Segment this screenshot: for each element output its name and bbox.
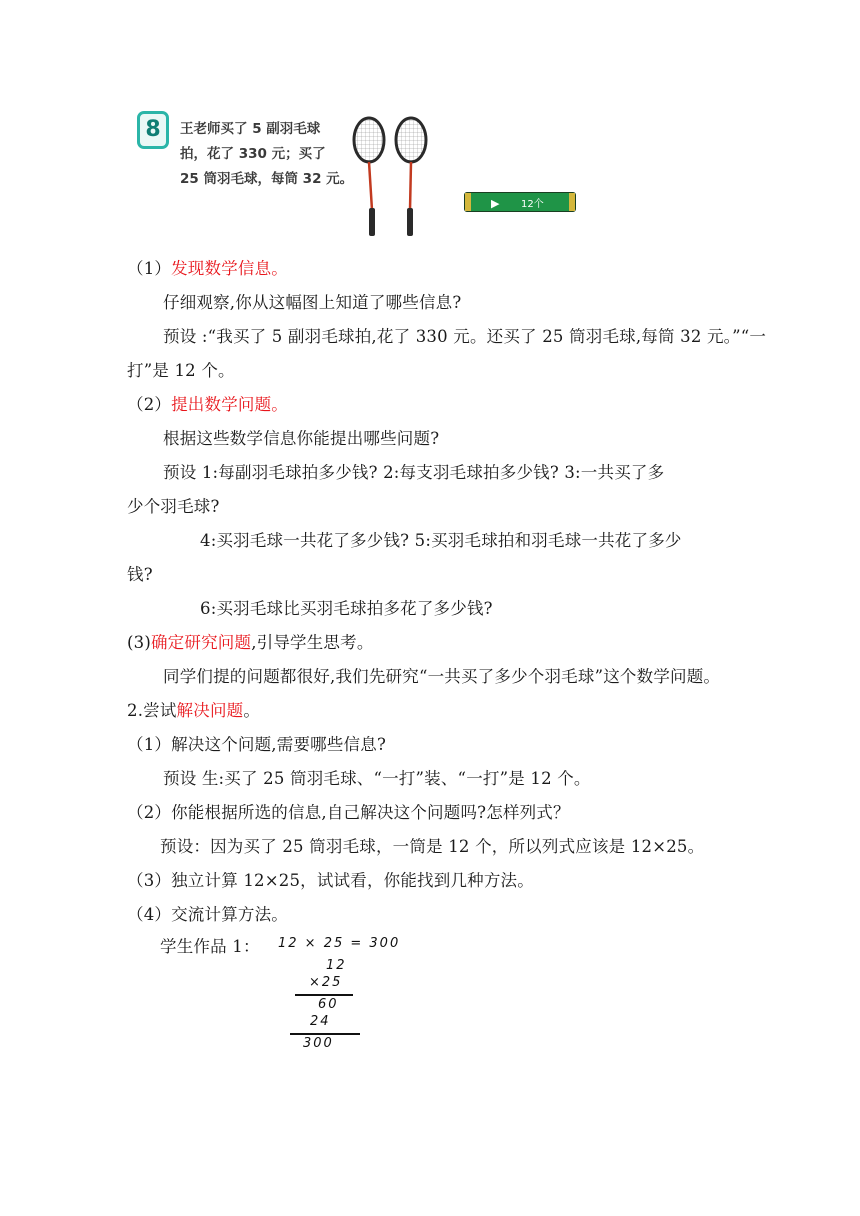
preset-question-6: 6:买羽毛球比买羽毛球拍多花了多少钱? bbox=[200, 599, 493, 618]
student-work-label: 学生作品 1： bbox=[160, 937, 260, 956]
section-2-prefix: 2.尝试 bbox=[127, 701, 177, 720]
step-2-title: 提出数学问题。 bbox=[171, 395, 289, 414]
step-1-prefix: （1） bbox=[127, 259, 172, 278]
solve-step-2-preset: 预设：因为买了 25 筒羽毛球，一筒是 12 个，所以列式应该是 12×25。 bbox=[160, 837, 705, 856]
step-2-heading bbox=[127, 394, 288, 416]
step-3-suffix: ,引导学生思考。 bbox=[251, 633, 374, 652]
tube-label: 12个 bbox=[521, 199, 544, 210]
tube-cap-left bbox=[465, 193, 471, 211]
badminton-rackets-illustration bbox=[345, 112, 445, 240]
solve-step-3: （3）独立计算 12×25，试试看，你能找到几种方法。 bbox=[127, 871, 534, 890]
step-3-prefix: (3) bbox=[127, 633, 151, 652]
preset-questions-4-5: 4:买羽毛球一共花了多少钱? 5:买羽毛球拍和羽毛球一共花了多少 bbox=[200, 531, 682, 550]
shuttlecock-tube bbox=[464, 192, 576, 212]
student-work-equation: 12 × 25 = 300 bbox=[278, 936, 401, 951]
student-work-partial-1: 60 bbox=[318, 997, 339, 1012]
preset-questions-1-3: 预设 1:每副羽毛球拍多少钱? 2:每支羽毛球拍多少钱? 3:一共买了多 bbox=[163, 463, 665, 482]
section-2-heading bbox=[127, 700, 260, 722]
problem-text-line-1: 王老师买了 5 副羽毛球 bbox=[180, 121, 321, 137]
preset-questions-5-cont: 钱? bbox=[127, 565, 153, 584]
tube-cap-right bbox=[569, 193, 575, 211]
step-1-heading bbox=[127, 258, 288, 280]
problem-number-badge: 8 bbox=[137, 111, 169, 149]
student-work-partial-2: 24 bbox=[310, 1014, 331, 1029]
problem-text-line-2: 拍，花了 330 元；买了 bbox=[180, 146, 326, 162]
question-observe: 仔细观察,你从这幅图上知道了哪些信息? bbox=[163, 293, 462, 312]
section-2-suffix: 。 bbox=[243, 701, 261, 720]
preset-answer-1-cont: 打”是 12 个。 bbox=[127, 361, 235, 380]
student-work-multiplier: ×25 bbox=[309, 975, 343, 990]
solve-step-2: （2）你能根据所选的信息,自己解决这个问题吗?怎样列式？ bbox=[127, 803, 570, 822]
student-work-result: 300 bbox=[303, 1036, 334, 1051]
student-work-multiplicand: 12 bbox=[326, 958, 347, 973]
step-2-prefix: （2） bbox=[127, 395, 172, 414]
shuttlecock-icon: ▶ bbox=[491, 197, 500, 210]
student-work-rule-2 bbox=[290, 1033, 360, 1035]
research-question-text: 同学们提的问题都很好,我们先研究“一共买了多少个羽毛球”这个数学问题。 bbox=[163, 667, 721, 686]
preset-questions-3-cont: 少个羽毛球? bbox=[127, 497, 220, 516]
solve-step-4: （4）交流计算方法。 bbox=[127, 905, 288, 924]
solve-step-1-preset: 预设 生:买了 25 筒羽毛球、“一打”装、“一打”是 12 个。 bbox=[163, 769, 591, 788]
section-2-title: 解决问题 bbox=[176, 701, 244, 720]
problem-text-line-3: 25 筒羽毛球，每筒 32 元。 bbox=[180, 171, 354, 187]
step-3-title: 确定研究问题 bbox=[150, 633, 252, 652]
student-work-rule-1 bbox=[295, 994, 353, 996]
step-3-heading bbox=[127, 632, 374, 654]
step-1-title: 发现数学信息。 bbox=[171, 259, 289, 278]
preset-answer-1: 预设 :“我买了 5 副羽毛球拍,花了 330 元。还买了 25 筒羽毛球,每筒 32 元。”“一 bbox=[163, 327, 767, 346]
solve-step-1: （1）解决这个问题,需要哪些信息? bbox=[127, 735, 386, 754]
question-propose: 根据这些数学信息你能提出哪些问题? bbox=[163, 429, 440, 448]
